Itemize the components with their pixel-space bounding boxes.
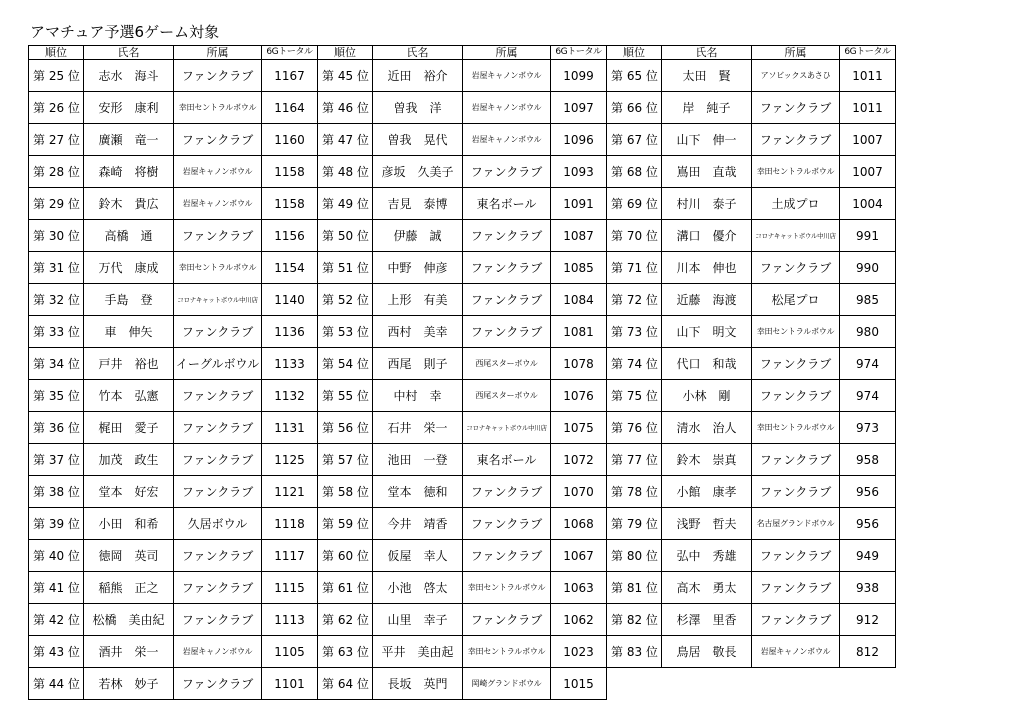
club-cell: ファンクラブ	[174, 60, 262, 92]
total-cell: 1023	[551, 636, 607, 668]
club-cell: ファンクラブ	[752, 476, 840, 508]
name-cell: 竹本 弘憲	[84, 380, 174, 412]
rank-cell: 第 51 位	[318, 252, 373, 284]
total-cell: 1087	[551, 220, 607, 252]
club-cell: ファンクラブ	[463, 476, 551, 508]
name-cell: 平井 美由起	[373, 636, 463, 668]
rank-cell: 第 68 位	[607, 156, 662, 188]
club-cell: 幸田セントラルボウル	[752, 316, 840, 348]
name-cell: 太田 賢	[662, 60, 752, 92]
rank-cell: 第 58 位	[318, 476, 373, 508]
total-cell: 1140	[262, 284, 318, 316]
name-cell: 代口 和哉	[662, 348, 752, 380]
rank-cell: 第 61 位	[318, 572, 373, 604]
name-header: 氏名	[373, 46, 463, 60]
total-cell: 912	[840, 604, 896, 636]
club-cell: ファンクラブ	[752, 348, 840, 380]
total-cell: 1076	[551, 380, 607, 412]
header-row	[29, 46, 896, 60]
rank-cell: 第 47 位	[318, 124, 373, 156]
name-cell: 堂本 徳和	[373, 476, 463, 508]
rank-cell: 第 36 位	[29, 412, 84, 444]
total-cell: 1075	[551, 412, 607, 444]
club-cell: ファンクラブ	[174, 316, 262, 348]
total-cell: 1164	[262, 92, 318, 124]
total-cell: 956	[840, 508, 896, 540]
club-cell: ファンクラブ	[752, 604, 840, 636]
rank-cell: 第 26 位	[29, 92, 84, 124]
club-cell: コロナキャットボウル中川店	[463, 412, 551, 444]
rank-cell: 第 57 位	[318, 444, 373, 476]
club-cell: ファンクラブ	[752, 124, 840, 156]
table-row	[29, 572, 896, 604]
name-cell: 彦坂 久美子	[373, 156, 463, 188]
total-cell: 1011	[840, 60, 896, 92]
rank-cell: 第 77 位	[607, 444, 662, 476]
total-cell: 1158	[262, 156, 318, 188]
table-row	[29, 476, 896, 508]
total-header: 6Gトータル	[840, 46, 896, 60]
name-cell: 山里 幸子	[373, 604, 463, 636]
table-row	[29, 220, 896, 252]
club-cell: ファンクラブ	[463, 540, 551, 572]
rank-cell: 第 55 位	[318, 380, 373, 412]
rank-cell: 第 82 位	[607, 604, 662, 636]
club-cell: ファンクラブ	[174, 124, 262, 156]
club-header: 所属	[752, 46, 840, 60]
rank-cell: 第 45 位	[318, 60, 373, 92]
rank-cell: 第 43 位	[29, 636, 84, 668]
rank-cell: 第 64 位	[318, 668, 373, 700]
club-cell: ファンクラブ	[174, 412, 262, 444]
rank-cell: 第 70 位	[607, 220, 662, 252]
name-cell: 志水 海斗	[84, 60, 174, 92]
table-row	[29, 508, 896, 540]
name-cell: 山下 伸一	[662, 124, 752, 156]
total-cell: 1105	[262, 636, 318, 668]
total-cell: 1121	[262, 476, 318, 508]
name-cell: 鈴木 貴広	[84, 188, 174, 220]
name-cell: 上形 有美	[373, 284, 463, 316]
club-cell: ファンクラブ	[752, 540, 840, 572]
rank-cell: 第 27 位	[29, 124, 84, 156]
table-row	[29, 124, 896, 156]
club-cell: ファンクラブ	[174, 668, 262, 700]
name-cell: 弘中 秀雄	[662, 540, 752, 572]
rank-cell: 第 29 位	[29, 188, 84, 220]
name-cell: 中野 伸彦	[373, 252, 463, 284]
total-cell: 980	[840, 316, 896, 348]
rank-cell: 第 72 位	[607, 284, 662, 316]
club-cell: ファンクラブ	[463, 252, 551, 284]
rank-cell: 第 34 位	[29, 348, 84, 380]
total-cell: 1117	[262, 540, 318, 572]
name-cell: 村川 泰子	[662, 188, 752, 220]
club-cell: ファンクラブ	[752, 92, 840, 124]
club-cell: ファンクラブ	[174, 540, 262, 572]
total-cell: 1158	[262, 188, 318, 220]
rank-cell: 第 60 位	[318, 540, 373, 572]
club-cell: ファンクラブ	[752, 572, 840, 604]
total-cell: 1072	[551, 444, 607, 476]
club-cell: アソビックスあさひ	[752, 60, 840, 92]
club-cell: 名古屋グランドボウル	[752, 508, 840, 540]
rank-header: 順位	[29, 46, 84, 60]
rank-cell: 第 37 位	[29, 444, 84, 476]
club-cell: コロナキャットボウル中川店	[752, 220, 840, 252]
total-cell: 1156	[262, 220, 318, 252]
total-cell: 991	[840, 220, 896, 252]
total-cell: 1004	[840, 188, 896, 220]
table-row	[29, 604, 896, 636]
total-cell: 812	[840, 636, 896, 668]
total-cell: 1091	[551, 188, 607, 220]
rank-cell: 第 73 位	[607, 316, 662, 348]
club-cell: 岩屋キャノンボウル	[752, 636, 840, 668]
name-cell: 小館 康孝	[662, 476, 752, 508]
table-row	[29, 60, 896, 92]
rank-cell: 第 48 位	[318, 156, 373, 188]
club-header: 所属	[174, 46, 262, 60]
total-cell: 1011	[840, 92, 896, 124]
total-cell: 1096	[551, 124, 607, 156]
name-cell: 西尾 則子	[373, 348, 463, 380]
name-cell: 近藤 海渡	[662, 284, 752, 316]
table-row	[29, 284, 896, 316]
name-cell: 安形 康利	[84, 92, 174, 124]
total-cell: 1068	[551, 508, 607, 540]
rank-cell: 第 56 位	[318, 412, 373, 444]
total-cell: 1007	[840, 124, 896, 156]
name-cell: 嶌田 直哉	[662, 156, 752, 188]
total-cell: 1067	[551, 540, 607, 572]
rank-cell: 第 74 位	[607, 348, 662, 380]
name-cell: 中村 幸	[373, 380, 463, 412]
total-cell: 1136	[262, 316, 318, 348]
total-cell: 1078	[551, 348, 607, 380]
club-cell: 幸田セントラルボウル	[463, 572, 551, 604]
rank-cell: 第 39 位	[29, 508, 84, 540]
name-header: 氏名	[84, 46, 174, 60]
club-cell: 岩屋キャノンボウル	[463, 60, 551, 92]
name-cell: 高木 勇太	[662, 572, 752, 604]
name-cell: 小林 剛	[662, 380, 752, 412]
total-cell: 1097	[551, 92, 607, 124]
total-cell: 1081	[551, 316, 607, 348]
total-cell: 1063	[551, 572, 607, 604]
total-header: 6Gトータル	[551, 46, 607, 60]
total-cell: 1131	[262, 412, 318, 444]
club-cell: 岡崎グランドボウル	[463, 668, 551, 700]
total-cell: 1085	[551, 252, 607, 284]
rank-cell: 第 46 位	[318, 92, 373, 124]
club-cell: ファンクラブ	[752, 380, 840, 412]
total-cell: 1101	[262, 668, 318, 700]
rank-cell: 第 80 位	[607, 540, 662, 572]
total-cell: 990	[840, 252, 896, 284]
total-cell: 1070	[551, 476, 607, 508]
empty-cell	[607, 668, 896, 700]
name-cell: 曽我 洋	[373, 92, 463, 124]
rank-cell: 第 42 位	[29, 604, 84, 636]
name-cell: 加茂 政生	[84, 444, 174, 476]
rank-cell: 第 41 位	[29, 572, 84, 604]
club-cell: ファンクラブ	[174, 572, 262, 604]
name-cell: 伊藤 誠	[373, 220, 463, 252]
club-cell: 土成プロ	[752, 188, 840, 220]
rank-cell: 第 52 位	[318, 284, 373, 316]
total-cell: 958	[840, 444, 896, 476]
total-cell: 1133	[262, 348, 318, 380]
total-cell: 949	[840, 540, 896, 572]
total-cell: 1084	[551, 284, 607, 316]
total-cell: 1160	[262, 124, 318, 156]
table-row	[29, 444, 896, 476]
name-cell: 徳岡 英司	[84, 540, 174, 572]
table-row	[29, 380, 896, 412]
rank-cell: 第 35 位	[29, 380, 84, 412]
club-cell: 岩屋キャノンボウル	[174, 188, 262, 220]
total-cell: 985	[840, 284, 896, 316]
club-cell: ファンクラブ	[463, 156, 551, 188]
rank-cell: 第 54 位	[318, 348, 373, 380]
name-cell: 稲熊 正之	[84, 572, 174, 604]
club-cell: ファンクラブ	[463, 604, 551, 636]
name-cell: 廣瀬 竜一	[84, 124, 174, 156]
club-cell: 幸田セントラルボウル	[463, 636, 551, 668]
rank-cell: 第 65 位	[607, 60, 662, 92]
rank-cell: 第 71 位	[607, 252, 662, 284]
total-cell: 1015	[551, 668, 607, 700]
rank-cell: 第 78 位	[607, 476, 662, 508]
name-cell: 戸井 裕也	[84, 348, 174, 380]
name-cell: 近田 裕介	[373, 60, 463, 92]
rank-cell: 第 79 位	[607, 508, 662, 540]
name-cell: 浅野 哲夫	[662, 508, 752, 540]
total-cell: 1115	[262, 572, 318, 604]
club-cell: 松尾プロ	[752, 284, 840, 316]
club-cell: 岩屋キャノンボウル	[174, 156, 262, 188]
table-row	[29, 92, 896, 124]
rank-cell: 第 25 位	[29, 60, 84, 92]
rank-cell: 第 53 位	[318, 316, 373, 348]
name-cell: 森崎 将樹	[84, 156, 174, 188]
rank-cell: 第 32 位	[29, 284, 84, 316]
name-cell: 高橋 通	[84, 220, 174, 252]
club-cell: 幸田セントラルボウル	[752, 156, 840, 188]
table-row	[29, 668, 896, 700]
name-cell: 曽我 晃代	[373, 124, 463, 156]
table-row	[29, 316, 896, 348]
club-cell: ファンクラブ	[752, 252, 840, 284]
total-cell: 1093	[551, 156, 607, 188]
name-cell: 松橋 美由紀	[84, 604, 174, 636]
rank-header: 順位	[607, 46, 662, 60]
rank-cell: 第 75 位	[607, 380, 662, 412]
rank-cell: 第 50 位	[318, 220, 373, 252]
standings-table	[28, 45, 896, 700]
name-cell: 西村 美幸	[373, 316, 463, 348]
club-cell: ファンクラブ	[174, 444, 262, 476]
name-cell: 清水 治人	[662, 412, 752, 444]
rank-header: 順位	[318, 46, 373, 60]
table-row	[29, 636, 896, 668]
total-cell: 1132	[262, 380, 318, 412]
club-cell: ファンクラブ	[174, 380, 262, 412]
table-row	[29, 412, 896, 444]
rank-cell: 第 67 位	[607, 124, 662, 156]
name-cell: 石井 栄一	[373, 412, 463, 444]
club-cell: ファンクラブ	[752, 444, 840, 476]
name-cell: 岸 純子	[662, 92, 752, 124]
club-cell: コロナキャットボウル中川店	[174, 284, 262, 316]
name-header: 氏名	[662, 46, 752, 60]
name-cell: 鳥居 敬長	[662, 636, 752, 668]
table-row	[29, 252, 896, 284]
total-header: 6Gトータル	[262, 46, 318, 60]
total-cell: 1167	[262, 60, 318, 92]
rank-cell: 第 83 位	[607, 636, 662, 668]
rank-cell: 第 62 位	[318, 604, 373, 636]
club-cell: 岩屋キャノンボウル	[463, 92, 551, 124]
table-row	[29, 348, 896, 380]
club-cell: 幸田セントラルボウル	[174, 92, 262, 124]
rank-cell: 第 38 位	[29, 476, 84, 508]
name-cell: 池田 一登	[373, 444, 463, 476]
name-cell: 酒井 栄一	[84, 636, 174, 668]
club-cell: ファンクラブ	[174, 604, 262, 636]
club-cell: ファンクラブ	[463, 508, 551, 540]
club-cell: 東名ボール	[463, 188, 551, 220]
total-cell: 974	[840, 380, 896, 412]
rank-cell: 第 33 位	[29, 316, 84, 348]
rank-cell: 第 63 位	[318, 636, 373, 668]
rank-cell: 第 66 位	[607, 92, 662, 124]
total-cell: 973	[840, 412, 896, 444]
total-cell: 1125	[262, 444, 318, 476]
club-header: 所属	[463, 46, 551, 60]
table-row	[29, 188, 896, 220]
total-cell: 1154	[262, 252, 318, 284]
name-cell: 長坂 英門	[373, 668, 463, 700]
name-cell: 手島 登	[84, 284, 174, 316]
total-cell: 1099	[551, 60, 607, 92]
total-cell: 974	[840, 348, 896, 380]
total-cell: 956	[840, 476, 896, 508]
name-cell: 小田 和希	[84, 508, 174, 540]
rank-cell: 第 76 位	[607, 412, 662, 444]
rank-cell: 第 28 位	[29, 156, 84, 188]
club-cell: 西尾スターボウル	[463, 348, 551, 380]
name-cell: 車 伸矢	[84, 316, 174, 348]
club-cell: 岩屋キャノンボウル	[463, 124, 551, 156]
club-cell: 幸田セントラルボウル	[174, 252, 262, 284]
total-cell: 1062	[551, 604, 607, 636]
rank-cell: 第 69 位	[607, 188, 662, 220]
club-cell: 幸田セントラルボウル	[752, 412, 840, 444]
name-cell: 杉澤 里香	[662, 604, 752, 636]
name-cell: 梶田 愛子	[84, 412, 174, 444]
name-cell: 川本 伸也	[662, 252, 752, 284]
name-cell: 仮屋 幸人	[373, 540, 463, 572]
rank-cell: 第 44 位	[29, 668, 84, 700]
club-cell: 東名ボール	[463, 444, 551, 476]
club-cell: 岩屋キャノンボウル	[174, 636, 262, 668]
name-cell: 堂本 好宏	[84, 476, 174, 508]
page-title: アマチュア予選6ゲーム対象	[30, 23, 220, 41]
name-cell: 若林 妙子	[84, 668, 174, 700]
rank-cell: 第 30 位	[29, 220, 84, 252]
table-row	[29, 540, 896, 572]
table-row	[29, 156, 896, 188]
total-cell: 1113	[262, 604, 318, 636]
name-cell: 鈴木 崇真	[662, 444, 752, 476]
rank-cell: 第 59 位	[318, 508, 373, 540]
name-cell: 山下 明文	[662, 316, 752, 348]
club-cell: イーグルボウル	[174, 348, 262, 380]
name-cell: 今井 靖香	[373, 508, 463, 540]
rank-cell: 第 81 位	[607, 572, 662, 604]
name-cell: 吉見 泰博	[373, 188, 463, 220]
club-cell: ファンクラブ	[463, 284, 551, 316]
name-cell: 小池 啓太	[373, 572, 463, 604]
total-cell: 938	[840, 572, 896, 604]
name-cell: 溝口 優介	[662, 220, 752, 252]
total-cell: 1007	[840, 156, 896, 188]
club-cell: ファンクラブ	[174, 220, 262, 252]
total-cell: 1118	[262, 508, 318, 540]
rank-cell: 第 49 位	[318, 188, 373, 220]
club-cell: ファンクラブ	[174, 476, 262, 508]
rank-cell: 第 31 位	[29, 252, 84, 284]
name-cell: 万代 康成	[84, 252, 174, 284]
club-cell: 西尾スターボウル	[463, 380, 551, 412]
club-cell: ファンクラブ	[463, 220, 551, 252]
club-cell: ファンクラブ	[463, 316, 551, 348]
club-cell: 久居ボウル	[174, 508, 262, 540]
rank-cell: 第 40 位	[29, 540, 84, 572]
